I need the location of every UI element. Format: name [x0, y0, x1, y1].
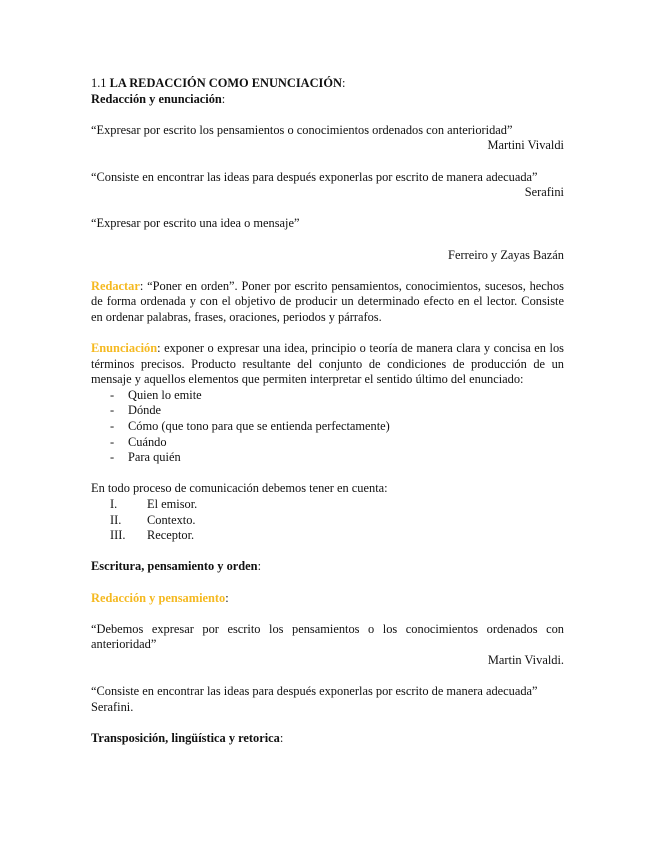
subheading-colon: : [257, 559, 262, 574]
redactar-paragraph [91, 279, 564, 326]
comunicacion-intro: En todo proceso de comunicación debemos tener en cuenta: [91, 481, 388, 496]
subheading-colon: : [279, 730, 284, 745]
quote-1-author: Martini Vivaldi [487, 138, 564, 153]
quote-2-author: Serafini [524, 185, 564, 200]
enunciacion-list [91, 388, 564, 466]
document-page [91, 76, 564, 747]
enunciacion-term: Enunciación [91, 341, 158, 356]
comunicacion-list [91, 497, 564, 544]
list-item-text: Cómo (que tono para que se entienda perfectamente) [128, 419, 390, 434]
list-item [91, 450, 564, 466]
subheading-text: Transposición, lingüística y retorica [91, 730, 280, 745]
list-item-text: Para quién [128, 450, 181, 465]
list-item-text: El emisor. [147, 497, 198, 512]
quote-3-author: Ferreiro y Zayas Bazán [448, 247, 564, 262]
redactar-term: Redactar [91, 278, 140, 293]
subheading-text: Escritura, pensamiento y orden [91, 559, 258, 574]
dash-bullet: - [110, 403, 115, 418]
list-item-text: Contexto. [147, 512, 196, 527]
list-item-text: Dónde [128, 403, 162, 418]
dash-bullet: - [110, 450, 115, 465]
list-item-text: Cuándo [128, 434, 167, 449]
subheading-redaccion-pensamiento [91, 591, 564, 607]
list-item [91, 528, 564, 544]
dash-bullet: - [110, 419, 115, 434]
subheading-escritura [91, 559, 564, 575]
subheading-transposicion [91, 731, 564, 747]
subheading-text: Redacción y pensamiento [91, 590, 226, 605]
list-item-text: Quien lo emite [128, 387, 202, 402]
quote-1: “Expresar por escrito los pensamientos o conocimientos ordenados con anterioridad” [91, 122, 513, 137]
quote-3: “Expresar por escrito una idea o mensaje” [91, 216, 300, 231]
dash-bullet: - [110, 387, 115, 402]
list-item [91, 435, 564, 451]
section-heading [91, 76, 564, 92]
section-number: 1.1 [91, 76, 107, 90]
subheading-redaccion-enunciacion [91, 92, 564, 108]
enunciacion-paragraph [91, 341, 564, 388]
quote-4-author: Martin Vivaldi. [487, 652, 564, 667]
redactar-text: : “Poner en orden”. Poner por escrito pensamientos, conocimientos, sucesos, hechos de forma ordenada y con el objetivo de producir un determinado efecto en el lector. Consiste en ordenar palabras, frases, oraciones, periodos y párrafos. [91, 278, 564, 324]
heading-colon: : [341, 76, 346, 90]
section-title: LA REDACCIÓN COMO ENUNCIACIÓN [109, 76, 342, 90]
list-item [91, 419, 564, 435]
roman-numeral: II. [110, 512, 122, 527]
dash-bullet: - [110, 434, 115, 449]
quote-5-author: Serafini. [91, 699, 134, 714]
subheading-colon: : [225, 590, 229, 605]
quote-5: “Consiste en encontrar las ideas para después exponerlas por escrito de manera adecuada” [91, 684, 538, 699]
list-item [91, 497, 564, 513]
quote-4: “Debemos expresar por escrito los pensamientos o los conocimientos ordenados con anterioridad” [91, 621, 564, 652]
subheading-colon: : [221, 91, 226, 106]
quote-2: “Consiste en encontrar las ideas para después exponerlas por escrito de manera adecuada” [91, 169, 538, 184]
list-item [91, 513, 564, 529]
list-item [91, 403, 564, 419]
subheading-text: Redacción y enunciación [91, 91, 222, 106]
roman-numeral: I. [110, 497, 118, 512]
roman-numeral: III. [110, 528, 126, 543]
list-item-text: Receptor. [147, 528, 195, 543]
enunciacion-text: : exponer o expresar una idea, principio o teoría de manera clara y concisa en los términos precisos. Producto resultante del conjunto de condiciones de producción de un mensaje y aquellos elementos que permiten interpretar el sentido último del enunciado: [91, 341, 564, 387]
list-item [91, 388, 564, 404]
